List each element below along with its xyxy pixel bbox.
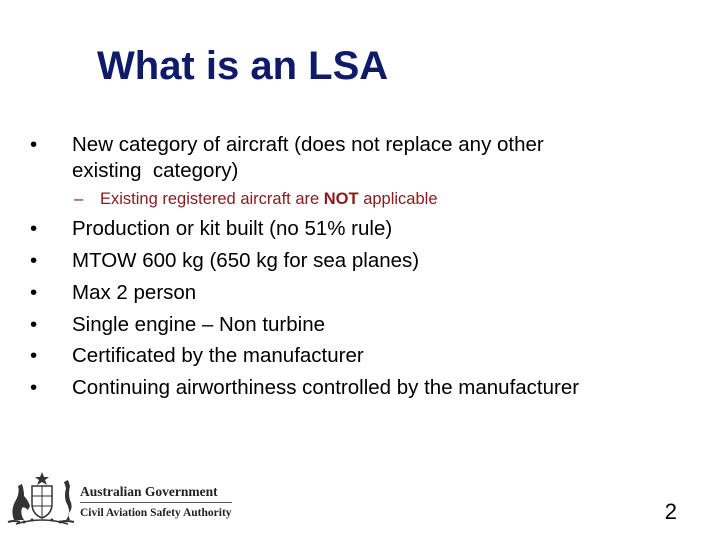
- slide-title: What is an LSA: [97, 44, 389, 88]
- page-number: 2: [664, 499, 677, 524]
- bullet-text: Max 2 person: [72, 281, 197, 304]
- government-wordmark: Australian Government: [80, 484, 218, 499]
- bullet-text: Production or kit built (no 51% rule): [72, 217, 393, 240]
- sub-bullet-emphasis: NOT: [323, 190, 359, 208]
- bullet-text: MTOW 600 kg (650 kg for sea planes): [72, 249, 420, 272]
- bullet-text-continued: existing category): [72, 159, 239, 182]
- bullet-symbol: •: [30, 344, 38, 367]
- logo-divider: [80, 502, 232, 503]
- sub-bullet-symbol: –: [74, 190, 84, 208]
- sub-bullet-text-end: applicable: [358, 190, 438, 208]
- bullet-text: Certificated by the manufacturer: [72, 344, 364, 367]
- bullet-symbol: •: [30, 217, 38, 240]
- sub-bullet-text: Existing registered aircraft are: [100, 190, 324, 208]
- authority-wordmark: Civil Aviation Safety Authority: [80, 507, 232, 519]
- australian-coat-of-arms-icon: [6, 470, 76, 526]
- bullet-symbol: •: [30, 249, 38, 272]
- casa-logo: [6, 470, 234, 526]
- bullet-symbol: •: [30, 281, 38, 304]
- bullet-text: Single engine – Non turbine: [72, 313, 326, 336]
- bullet-symbol: •: [30, 376, 38, 399]
- bullet-text: Continuing airworthiness controlled by the manufacturer: [72, 376, 580, 399]
- bullet-symbol: •: [30, 133, 38, 156]
- bullet-symbol: •: [30, 313, 38, 336]
- bullet-text: New category of aircraft (does not replace any other: [72, 133, 544, 156]
- sub-bullet-item: [74, 189, 438, 209]
